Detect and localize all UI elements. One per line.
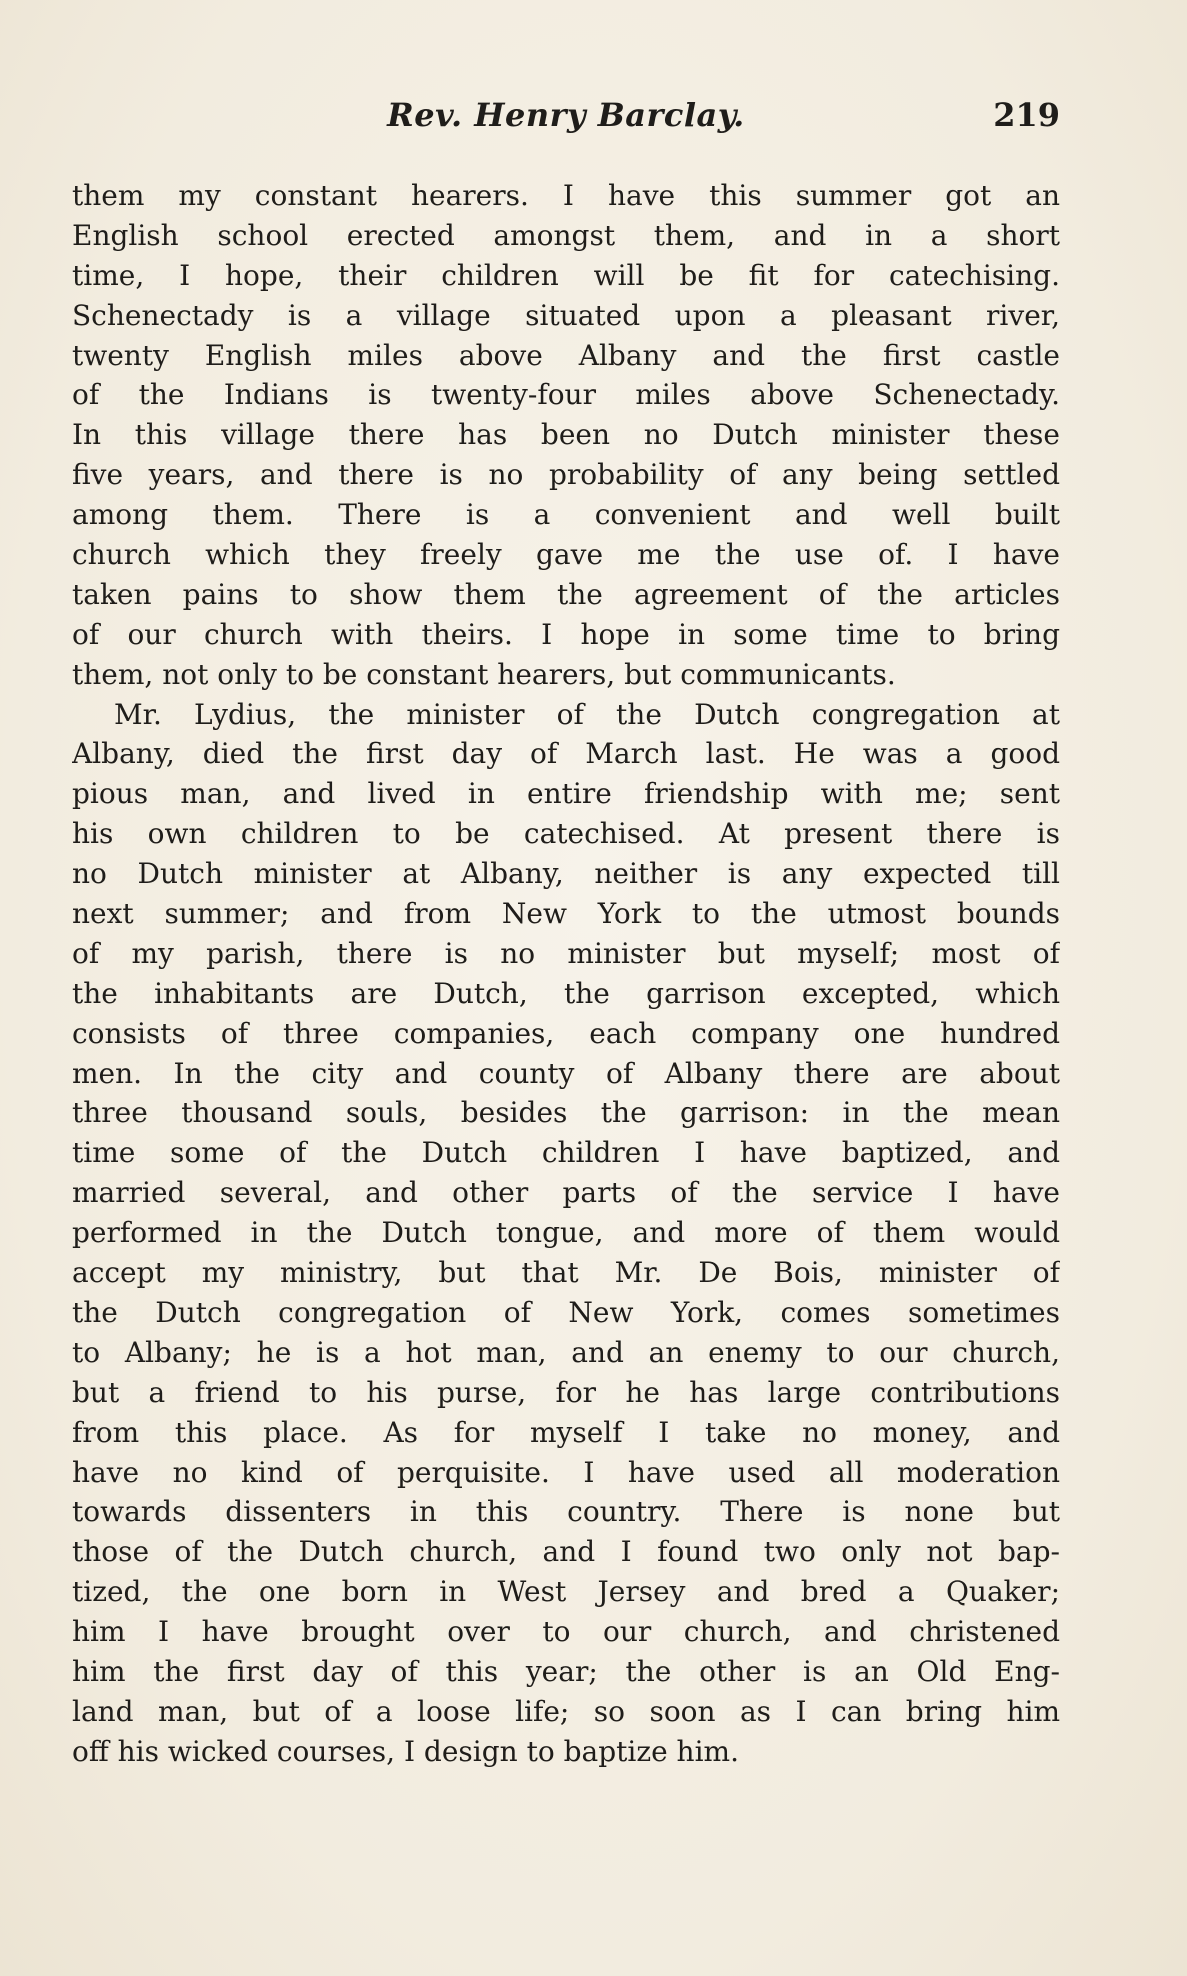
text-line: time some of the Dutch children I have baptized, and — [72, 1136, 1060, 1170]
text-line: men. In the city and county of Albany there are about — [72, 1056, 1060, 1090]
text-line: church which they freely gave me the use of. I have — [72, 538, 1060, 572]
text-line: next summer; and from New York to the utmost bounds — [72, 897, 1060, 931]
text-line: In this village there has been no Dutch minister these — [72, 418, 1060, 452]
running-title: Rev. Henry Barclay. — [387, 96, 745, 134]
text-line: from this place. As for myself I take no money, and — [72, 1415, 1060, 1449]
text-line: him the first day of this year; the other is an Old Eng- — [72, 1654, 1060, 1688]
text-line: no Dutch minister at Albany, neither is any expected till — [72, 857, 1060, 891]
text-line: English school erected amongst them, and in a short — [72, 218, 1060, 252]
page-header — [72, 96, 1060, 142]
text-line: those of the Dutch church, and I found two only not bap- — [72, 1535, 1060, 1569]
text-line: of our church with theirs. I hope in some time to bring — [72, 617, 1060, 651]
text-line: Mr. Lydius, the minister of the Dutch congregation at — [114, 697, 1060, 731]
text-line: but a friend to his purse, for he has large contributions — [72, 1375, 1060, 1409]
text-line: twenty English miles above Albany and the first castle — [72, 338, 1060, 372]
text-line: have no kind of perquisite. I have used all moderation — [72, 1455, 1060, 1489]
text-line: them my constant hearers. I have this summer got an — [72, 179, 1060, 212]
text-line: his own children to be catechised. At present there is — [72, 817, 1060, 851]
text-line: him I have brought over to our church, and christened — [72, 1615, 1060, 1649]
text-line: consists of three companies, each company one hundred — [72, 1016, 1060, 1050]
text-line: performed in the Dutch tongue, and more of them would — [72, 1216, 1060, 1250]
text-line: time, I hope, their children will be fit for catechising. — [72, 258, 1060, 292]
text-line: married several, and other parts of the service I have — [72, 1176, 1060, 1210]
text-line: to Albany; he is a hot man, and an enemy to our church, — [72, 1335, 1060, 1369]
text-line: Schenectady is a village situated upon a pleasant river, — [72, 298, 1060, 332]
page-number: 219 — [993, 96, 1060, 134]
text-line: five years, and there is no probability of any being settled — [72, 458, 1060, 492]
text-line: land man, but of a loose life; so soon as I can bring him — [72, 1694, 1060, 1728]
text-line: off his wicked courses, I design to baptize him. — [72, 1734, 739, 1768]
text-line: the Dutch congregation of New York, comes sometimes — [72, 1295, 1060, 1329]
text-line: three thousand souls, besides the garrison: in the mean — [72, 1096, 1060, 1130]
text-line: taken pains to show them the agreement of the articles — [72, 577, 1060, 611]
text-line: the inhabitants are Dutch, the garrison excepted, which — [72, 976, 1060, 1010]
text-line: of the Indians is twenty-four miles above Schenectady. — [72, 378, 1060, 412]
text-line: among them. There is a convenient and well built — [72, 498, 1060, 532]
text-line: them, not only to be constant hearers, but communicants. — [72, 657, 896, 691]
text-line: of my parish, there is no minister but myself; most of — [72, 936, 1060, 970]
text-line: tized, the one born in West Jersey and bred a Quaker; — [72, 1575, 1060, 1609]
text-line: pious man, and lived in entire friendship with me; sent — [72, 777, 1060, 811]
text-line: accept my ministry, but that Mr. De Bois, minister of — [72, 1256, 1060, 1290]
body-text — [72, 176, 1060, 1772]
text-line: towards dissenters in this country. There is none but — [72, 1495, 1060, 1529]
text-line: Albany, died the first day of March last. He was a good — [72, 737, 1060, 771]
